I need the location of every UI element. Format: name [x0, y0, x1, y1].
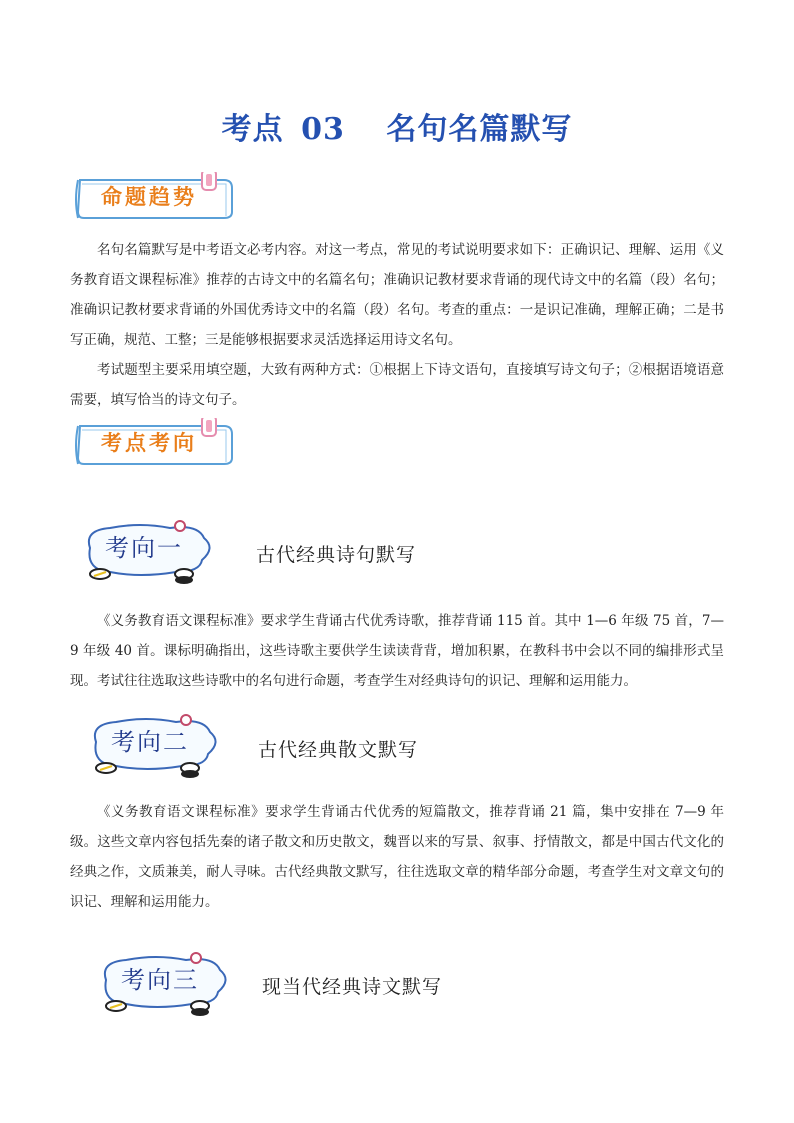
direction-tag-3: [96, 952, 236, 1018]
direction-title-1: 古代经典诗句默写: [256, 544, 417, 566]
section1-text: [70, 235, 724, 415]
direction-title-3: 现当代经典诗文默写: [262, 976, 443, 998]
title-number: 03: [301, 112, 345, 147]
title-name: 名句名篇默写: [386, 112, 573, 147]
paragraph: 《义务教育语文课程标准》要求学生背诵古代优秀的短篇散文，推荐背诵 21 篇，集中安排在 7—9 年级。这些文章内容包括先秦的诸子散文和历史散文，魏晋以来的写景、叙事、抒情散文，都是中国古代文化的经典之作，文质兼美，耐人寻味。古代经典散文默写，往往选取文章的精华部分命题，考查学生对文章文句的识记、理解和运用能力。: [70, 804, 724, 910]
direction-tag-label: 考向二: [111, 728, 189, 756]
banner-label: 命题趋势: [101, 185, 197, 209]
banner-kaodian-kaoxiang: [74, 418, 240, 466]
banner-mingti-qushi: [74, 172, 240, 220]
direction-tag-2: [86, 714, 226, 780]
direction-tag-label: 考向三: [121, 966, 199, 994]
direction-text-2: [70, 797, 724, 917]
direction-tag-1: [80, 520, 220, 586]
paragraph: 《义务教育语文课程标准》要求学生背诵古代优秀诗歌，推荐背诵 115 首。其中 1—6 年级 75 首，7—9 年级 40 首。课标明确指出，这些诗歌主要供学生读读背背，增加积累，在教科书中会以不同的编排形式呈现。考试往往选取这些诗歌中的名句进行命题，考查学生对经典诗句的识记、理解和运用能力。: [70, 613, 724, 689]
banner-label: 考点考向: [101, 431, 197, 455]
paragraph: 名句名篇默写是中考语文必考内容。对这一考点，常见的考试说明要求如下：正确识记、理解、运用《义务教育语文课程标准》推荐的古诗文中的名篇名句；准确识记教材要求背诵的现代诗文中的名篇（段）名句；准确识记教材要求背诵的外国优秀诗文中的名篇（段）名句。考查的重点：一是识记准确，理解正确；二是书写正确，规范、工整；三是能够根据要求灵活选择运用诗文名句。: [70, 242, 724, 348]
title-prefix: 考点: [221, 112, 284, 147]
direction-text-1: [70, 606, 724, 696]
direction-title-2: 古代经典散文默写: [258, 739, 419, 761]
page-title: [0, 104, 794, 148]
direction-tag-label: 考向一: [105, 534, 183, 562]
paragraph: 考试题型主要采用填空题，大致有两种方式：①根据上下诗文语句，直接填写诗文句子；②根据语境语意需要，填写恰当的诗文句子。: [70, 362, 724, 408]
